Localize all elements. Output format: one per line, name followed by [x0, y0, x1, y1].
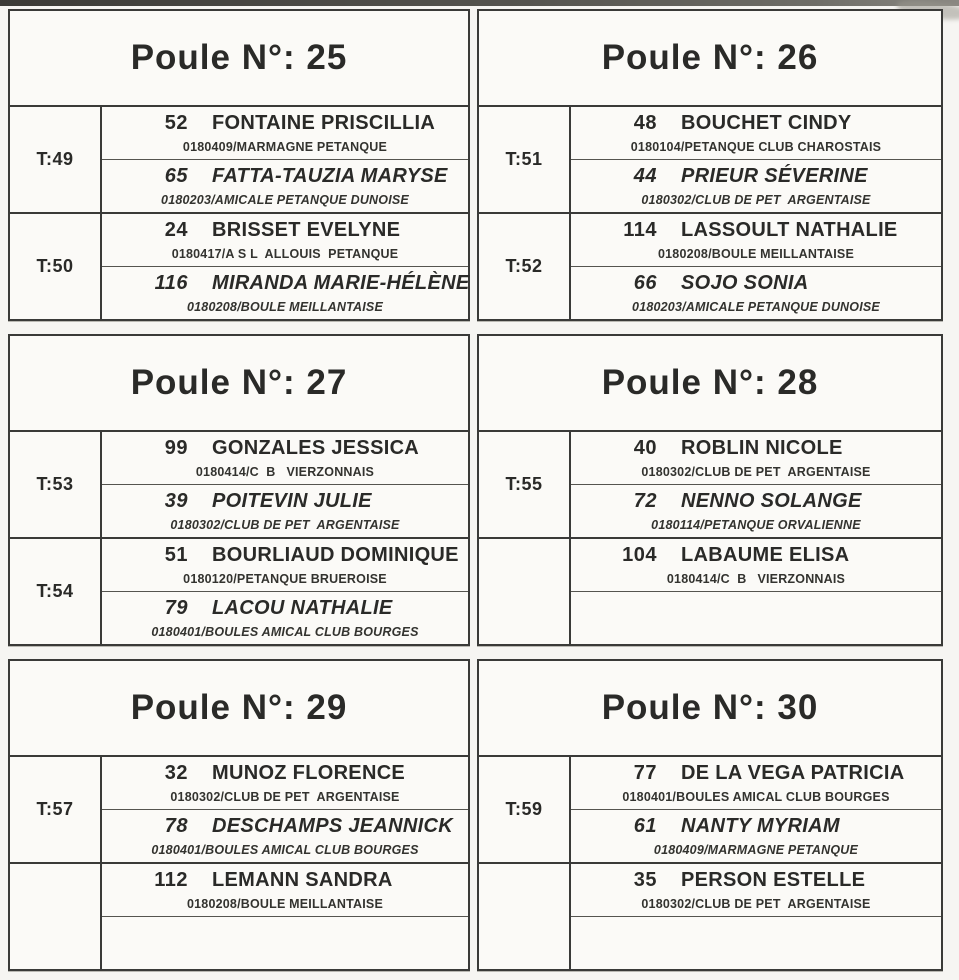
pool-header	[10, 11, 468, 107]
player-name: NANTY MYRIAM	[681, 815, 840, 837]
player-club: 0180208/BOULE MEILLANTAISE	[658, 247, 854, 261]
player-number: 72	[633, 490, 657, 512]
pool-card-25	[8, 9, 470, 321]
player-name: LABAUME ELISA	[681, 544, 850, 566]
terrain-label: T:57	[36, 799, 74, 819]
terrain-label: T:53	[36, 474, 74, 494]
pool-title: Poule N°: 30	[601, 688, 819, 727]
players	[102, 539, 468, 644]
pool-blocks	[10, 432, 468, 644]
pool-title: Poule N°: 27	[130, 363, 348, 402]
terrain-cell	[479, 214, 571, 319]
pool-blocks	[10, 107, 468, 319]
player-cell	[102, 757, 468, 809]
player-club: 0180401/BOULES AMICAL CLUB BOURGES	[151, 843, 419, 857]
terrain-cell	[10, 864, 102, 969]
player-club: 0180414/C B VIERZONNAIS	[666, 572, 846, 586]
player-club: 0180417/A S L ALLOUIS PETANQUE	[171, 247, 399, 261]
terrain-cell	[10, 757, 102, 862]
player-club: 0180401/BOULES AMICAL CLUB BOURGES	[151, 625, 419, 639]
player-cell	[102, 916, 468, 969]
pool-title: Poule N°: 26	[601, 38, 819, 77]
pool-header	[479, 11, 941, 107]
player-cell	[571, 432, 941, 484]
pool-blocks	[10, 757, 468, 969]
players	[571, 214, 941, 319]
terrain-block	[10, 432, 468, 537]
player-club: 0180208/BOULE MEILLANTAISE	[187, 300, 383, 314]
pool-card-29	[8, 659, 470, 971]
player-number: 79	[164, 597, 188, 619]
player-number: 51	[164, 544, 188, 566]
terrain-cell	[10, 107, 102, 212]
terrain-block	[10, 107, 468, 212]
players	[102, 864, 468, 969]
player-cell	[102, 432, 468, 484]
player-name: LEMANN SANDRA	[212, 869, 393, 891]
pool-blocks	[479, 757, 941, 969]
terrain-block	[10, 757, 468, 862]
pool-blocks	[479, 432, 941, 644]
terrain-block	[479, 757, 941, 862]
player-club: 0180302/CLUB DE PET ARGENTAISE	[641, 465, 871, 479]
scan-top-edge	[0, 0, 959, 6]
player-number: 40	[633, 437, 657, 459]
terrain-label: T:51	[505, 149, 543, 169]
player-cell	[102, 809, 468, 862]
pool-card-26	[477, 9, 943, 321]
terrain-cell	[479, 539, 571, 644]
player-club: 0180302/CLUB DE PET ARGENTAISE	[641, 897, 871, 911]
player-name: FONTAINE PRISCILLIA	[212, 112, 436, 134]
player-number: 77	[633, 762, 657, 784]
pool-header	[479, 336, 941, 432]
player-cell	[102, 266, 468, 319]
player-number: 61	[633, 815, 657, 837]
terrain-block	[10, 537, 468, 644]
terrain-cell	[479, 432, 571, 537]
player-club: 0180203/AMICALE PETANQUE DUNOISE	[161, 193, 409, 207]
player-number: 114	[623, 219, 657, 241]
player-name: BOURLIAUD DOMINIQUE	[212, 544, 459, 566]
pool-header	[479, 661, 941, 757]
terrain-block	[479, 862, 941, 969]
terrain-label: T:52	[505, 256, 543, 276]
player-number: 48	[633, 112, 657, 134]
player-name: DESCHAMPS JEANNICK	[212, 815, 453, 837]
players	[571, 864, 941, 969]
player-cell	[102, 107, 468, 159]
pool-blocks	[479, 107, 941, 319]
player-name: SOJO SONIA	[681, 272, 809, 294]
player-club: 0180409/MARMAGNE PETANQUE	[653, 843, 859, 857]
player-number: 112	[154, 869, 188, 891]
terrain-block	[479, 212, 941, 319]
players	[102, 214, 468, 319]
player-cell	[571, 916, 941, 969]
player-cell	[571, 864, 941, 916]
player-cell	[571, 591, 941, 644]
player-name: GONZALES JESSICA	[212, 437, 420, 459]
player-cell	[102, 591, 468, 644]
player-name: PERSON ESTELLE	[681, 869, 866, 891]
player-cell	[571, 214, 941, 266]
terrain-cell	[479, 107, 571, 212]
terrain-cell	[10, 539, 102, 644]
player-club: 0180104/PETANQUE CLUB CHAROSTAIS	[630, 140, 882, 154]
terrain-cell	[479, 757, 571, 862]
terrain-block	[10, 862, 468, 969]
terrain-block	[10, 212, 468, 319]
terrain-label: T:49	[36, 149, 74, 169]
player-cell	[571, 484, 941, 537]
pool-title: Poule N°: 25	[130, 38, 348, 77]
player-cell	[102, 159, 468, 212]
players	[571, 107, 941, 212]
terrain-label: T:54	[36, 581, 74, 601]
player-club: 0180302/CLUB DE PET ARGENTAISE	[170, 518, 400, 532]
terrain-label: T:59	[505, 799, 543, 819]
terrain-cell	[10, 432, 102, 537]
players	[571, 757, 941, 862]
player-cell	[102, 484, 468, 537]
player-cell	[102, 214, 468, 266]
players	[102, 757, 468, 862]
player-name: PRIEUR SÉVERINE	[681, 165, 868, 187]
player-name: NENNO SOLANGE	[681, 490, 862, 512]
player-number: 104	[622, 544, 657, 566]
player-name: DE LA VEGA PATRICIA	[681, 762, 905, 784]
pool-card-27	[8, 334, 470, 646]
player-number: 65	[164, 165, 188, 187]
player-name: BOUCHET CINDY	[681, 112, 852, 134]
pool-card-30	[477, 659, 943, 971]
player-name: BRISSET EVELYNE	[212, 219, 401, 241]
pool-header	[10, 336, 468, 432]
player-club: 0180414/C B VIERZONNAIS	[195, 465, 375, 479]
player-cell	[102, 864, 468, 916]
pool-title: Poule N°: 29	[130, 688, 348, 727]
player-name: POITEVIN JULIE	[212, 490, 372, 512]
player-club: 0180302/CLUB DE PET ARGENTAISE	[641, 193, 871, 207]
player-club: 0180114/PETANQUE ORVALIENNE	[651, 518, 861, 532]
player-name: FATTA-TAUZIA MARYSE	[212, 165, 448, 187]
player-number: 44	[633, 165, 657, 187]
player-number: 99	[164, 437, 188, 459]
player-club: 0180203/AMICALE PETANQUE DUNOISE	[632, 300, 880, 314]
player-number: 116	[154, 272, 188, 294]
terrain-block	[479, 107, 941, 212]
player-club: 0180208/BOULE MEILLANTAISE	[187, 897, 383, 911]
player-number: 32	[164, 762, 188, 784]
player-number: 52	[164, 112, 188, 134]
player-number: 24	[164, 219, 188, 241]
terrain-cell	[479, 864, 571, 969]
player-cell	[571, 159, 941, 212]
player-number: 35	[633, 869, 657, 891]
pool-card-28	[477, 334, 943, 646]
player-name: MUNOZ FLORENCE	[212, 762, 406, 784]
player-number: 66	[633, 272, 657, 294]
player-club: 0180302/CLUB DE PET ARGENTAISE	[170, 790, 400, 804]
terrain-block	[479, 432, 941, 537]
player-name: ROBLIN NICOLE	[681, 437, 843, 459]
players	[102, 107, 468, 212]
terrain-block	[479, 537, 941, 644]
terrain-cell	[10, 214, 102, 319]
player-name: LASSOULT NATHALIE	[681, 219, 898, 241]
terrain-label: T:50	[36, 256, 74, 276]
players	[571, 432, 941, 537]
players	[102, 432, 468, 537]
pool-header	[10, 661, 468, 757]
player-cell	[571, 266, 941, 319]
player-cell	[571, 539, 941, 591]
players	[571, 539, 941, 644]
player-cell	[102, 539, 468, 591]
player-name: LACOU NATHALIE	[212, 597, 393, 619]
player-club: 0180409/MARMAGNE PETANQUE	[182, 140, 388, 154]
player-number: 78	[164, 815, 188, 837]
player-cell	[571, 107, 941, 159]
player-club: 0180401/BOULES AMICAL CLUB BOURGES	[622, 790, 890, 804]
player-club: 0180120/PETANQUE BRUEROISE	[183, 572, 387, 586]
player-number: 39	[164, 490, 188, 512]
player-name: MIRANDA MARIE-HÉLÈNE	[212, 272, 470, 294]
pool-sheet	[8, 9, 943, 971]
player-cell	[571, 809, 941, 862]
terrain-label: T:55	[505, 474, 543, 494]
player-cell	[571, 757, 941, 809]
pool-title: Poule N°: 28	[601, 363, 819, 402]
